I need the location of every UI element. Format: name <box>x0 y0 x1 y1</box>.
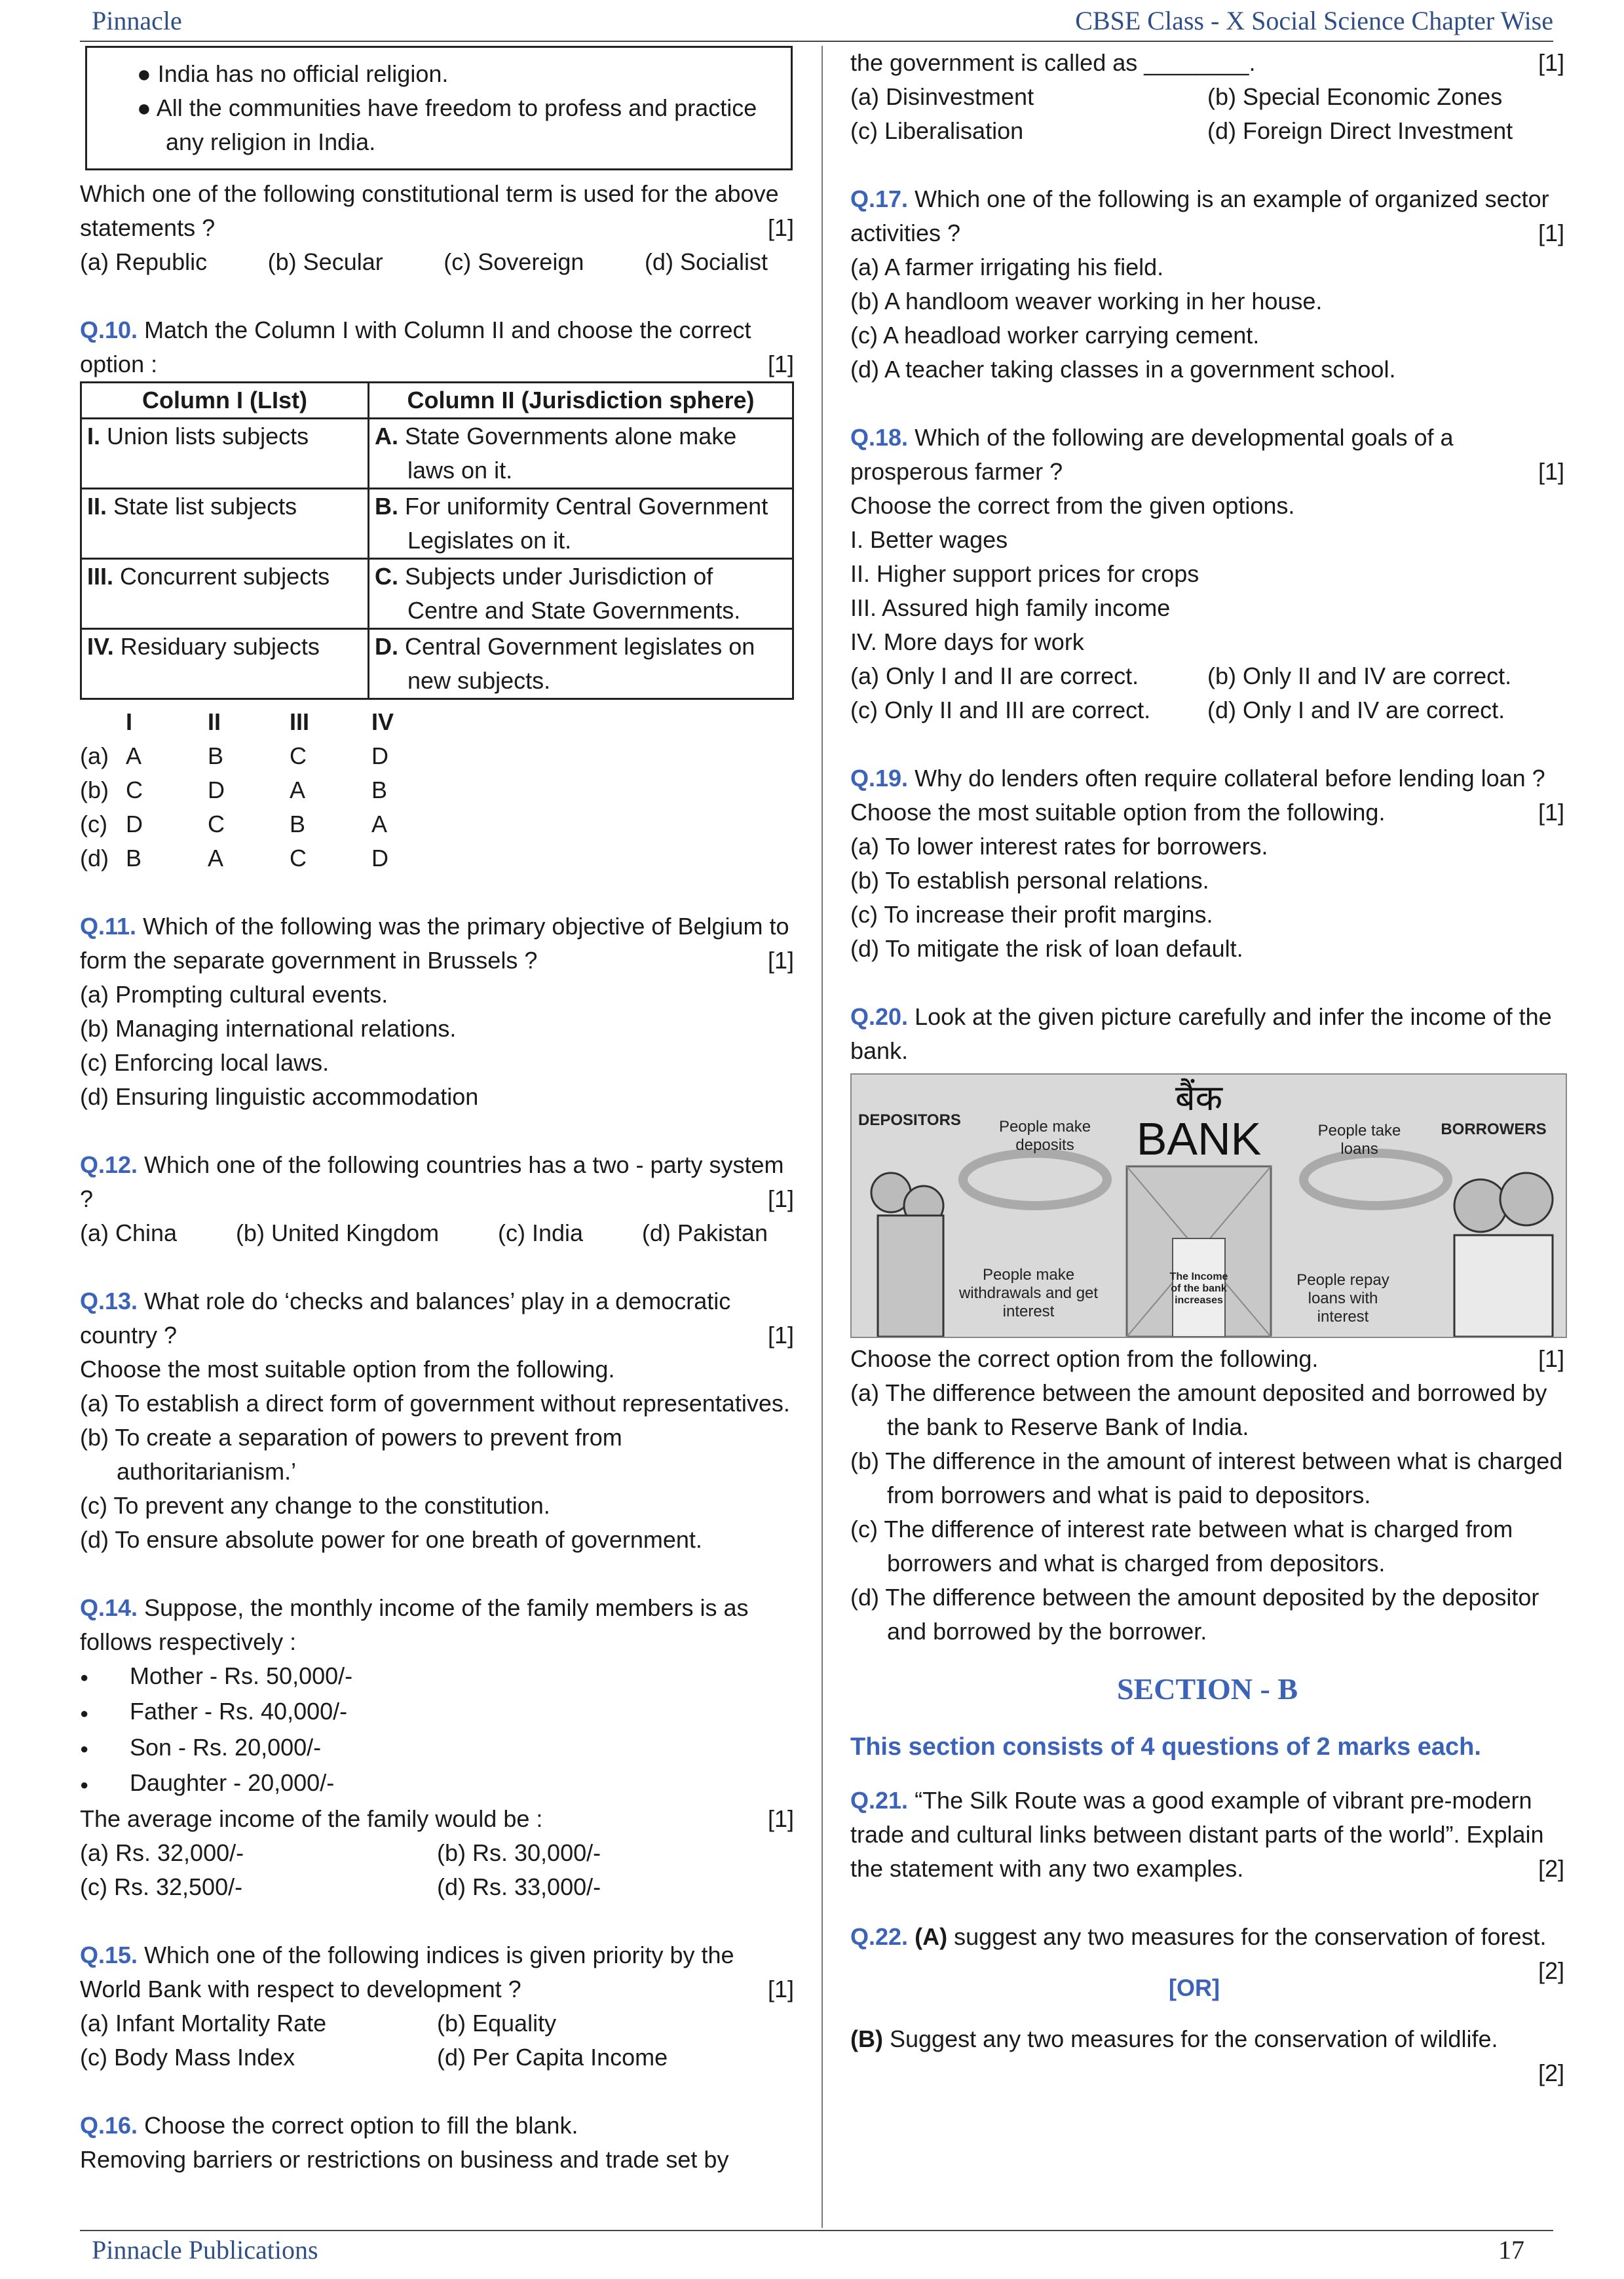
left-column <box>80 46 794 2177</box>
q14-ask: The average income of the family would be : [1] <box>80 1805 794 1832</box>
pic-withdrawals: People make withdrawals and get interest <box>958 1266 1099 1320</box>
q17-option: (d) A teacher taking classes in a government school. <box>850 356 1396 383</box>
q14-item: ● Daughter - 20,000/- <box>80 1766 794 1801</box>
pic-take-loans: People take loans <box>1317 1122 1401 1158</box>
header-title: CBSE Class - X Social Science Chapter Wise <box>1075 6 1553 35</box>
q15-options: (c) Body Mass Index (d) Per Capita Income <box>80 2043 668 2071</box>
q22-text: Q.22. (A) suggest any two measures for the conservation of forest. [2] <box>850 1923 1564 1984</box>
q11-option: (d) Ensuring linguistic accommodation <box>80 1083 479 1110</box>
q16-options: (c) Liberalisation (d) Foreign Direct Investment <box>850 117 1513 144</box>
bank-picture <box>850 1073 1567 1338</box>
code-row: (d) B A C D <box>80 845 388 871</box>
q20-option: (c) The difference of interest rate between what is charged from borrowers and what is charged from depositors. <box>850 1516 1513 1577</box>
match-table <box>80 381 794 700</box>
q17-option: (c) A headload worker carrying cement. <box>850 322 1260 349</box>
match-head-2: Column II (Jurisdiction sphere) <box>369 383 793 419</box>
q18-instruction: Choose the correct from the given options. <box>850 492 1295 519</box>
pic-borrowers: BORROWERS <box>1441 1120 1547 1138</box>
q9-text: Which one of the following constitutional term is used for the above statements ? [1] <box>80 177 794 245</box>
q16-options: (a) Disinvestment (b) Special Economic Zones <box>850 83 1503 110</box>
header-publisher: Pinnacle <box>92 6 182 35</box>
q12-text: Q.12. Which one of the following countries has a two - party system ? [1] <box>80 1151 794 1212</box>
code-row: (a) A B C D <box>80 742 388 769</box>
q22b-text: (B) Suggest any two measures for the conservation of wildlife. <box>850 2025 1498 2052</box>
q13-option: (c) To prevent any change to the constitution. <box>80 1492 550 1519</box>
page-number: 17 <box>1498 2235 1524 2265</box>
match-row: III. Concurrent subjects C. Subjects under Jurisdiction of Centre and State Governments. <box>81 559 793 629</box>
q18-options: (a) Only I and II are correct. (b) Only II and IV are correct. <box>850 662 1512 689</box>
q19-text: Q.19. Why do lenders often require collateral before lending loan ? <box>850 765 1545 792</box>
pic-repay: People repay loans with interest <box>1296 1271 1389 1326</box>
code-row: (b) C D A B <box>80 776 388 803</box>
q19-option: (b) To establish personal relations. <box>850 867 1209 894</box>
q17-text: Q.17. Which one of the following is an example of organized sector activities ? [1] <box>850 185 1564 246</box>
q14-item: ● Father - Rs. 40,000/- <box>80 1695 794 1730</box>
q14-options: (a) Rs. 32,000/- (b) Rs. 30,000/- <box>80 1839 601 1866</box>
q20-text: Q.20. Look at the given picture carefully and infer the income of the bank. <box>850 1003 1552 1064</box>
q20-option: (d) The difference between the amount deposited by the depositor and borrowed by the borrower. <box>850 1584 1539 1645</box>
section-subtitle: This section consists of 4 questions of 2 marks each. <box>850 1733 1481 1761</box>
q18-item: II. Higher support prices for crops <box>850 560 1199 587</box>
statement-box <box>85 46 793 170</box>
q14-item: ● Mother - Rs. 50,000/- <box>80 1659 794 1695</box>
q13-option: (b) To create a separation of powers to prevent from authoritarianism.’ <box>80 1424 622 1485</box>
q15-options: (a) Infant Mortality Rate (b) Equality <box>80 2009 557 2037</box>
q22b-mark: [2] <box>1538 2059 1564 2086</box>
q14-options: (c) Rs. 32,500/- (d) Rs. 33,000/- <box>80 1873 601 1900</box>
q16-text: Q.16. Choose the correct option to fill the blank. <box>80 2111 578 2139</box>
column-divider <box>821 46 823 2228</box>
q11-option: (a) Prompting cultural events. <box>80 981 388 1008</box>
q18-options: (c) Only II and III are correct. (d) Only I and IV are correct. <box>850 697 1505 723</box>
q16-line2: Removing barriers or restrictions on business and trade set by <box>80 2145 729 2173</box>
pic-bank-hindi: बैंक <box>1175 1079 1223 1118</box>
match-codes: I II III IV (a) A B C D (b) C D A B (c) D C B A (d) B A C D <box>80 705 424 875</box>
q9-mark: [1] <box>767 214 794 241</box>
q9-options: (a) Republic (b) Secular (c) Sovereign (d) Socialist <box>80 248 768 275</box>
pic-make-deposits: People make deposits <box>998 1118 1091 1154</box>
right-column <box>850 46 1564 2090</box>
q21-text: Q.21. “The Silk Route was a good example of vibrant pre-modern trade and cultural links between distant parts of the world”. Explain the statement with any two examples. [2] <box>850 1787 1564 1882</box>
q12-options: (a) China (b) United Kingdom (c) India (d) Pakistan <box>80 1219 768 1246</box>
match-row: I. Union lists subjects A. State Governments alone make laws on it. <box>81 419 793 489</box>
q17-option: (a) A farmer irrigating his field. <box>850 254 1164 280</box>
match-row: II. State list subjects B. For uniformity Central Government Legislates on it. <box>81 489 793 559</box>
pic-depositors: DEPOSITORS <box>858 1111 961 1129</box>
footer-rule <box>80 2230 1553 2231</box>
statement-2: ● All the communities have freedom to profess and practice any religion in India. <box>137 94 757 155</box>
pic-income: The Income of the bank increases <box>1169 1271 1228 1306</box>
q13-option: (d) To ensure absolute power for one breath of government. <box>80 1526 702 1553</box>
q19-option: (a) To lower interest rates for borrowers. <box>850 833 1268 860</box>
q18-item: IV. More days for work <box>850 628 1084 655</box>
q13-option: (a) To establish a direct form of government without representatives. <box>80 1390 790 1417</box>
pic-bank: BANK <box>1136 1113 1262 1164</box>
q10-mark: [1] <box>767 351 794 377</box>
q14-item: ● Son - Rs. 20,000/- <box>80 1731 794 1766</box>
q11-option: (b) Managing international relations. <box>80 1015 457 1042</box>
q15-text: Q.15. Which one of the following indices is given priority by the World Bank with respect to development ? [1] <box>80 1941 794 2002</box>
q13-instruction: Choose the most suitable option from the following. <box>80 1356 615 1383</box>
footer-publisher: Pinnacle Publications <box>92 2235 318 2265</box>
q20-instruction: Choose the correct option from the following. [1] <box>850 1345 1564 1372</box>
q16-cont: the government is called as ________. [1] <box>850 49 1564 76</box>
q20-option: (a) The difference between the amount deposited and borrowed by the bank to Reserve Bank of India. <box>850 1379 1547 1440</box>
q17-option: (b) A handloom weaver working in her house. <box>850 288 1323 315</box>
match-row: IV. Residuary subjects D. Central Government legislates on new subjects. <box>81 629 793 699</box>
q18-item: III. Assured high family income <box>850 594 1171 621</box>
q13-text: Q.13. What role do ‘checks and balances’ play in a democratic country ? [1] <box>80 1288 794 1349</box>
q19-option: (d) To mitigate the risk of loan default. <box>850 935 1243 962</box>
statement-1: ● India has no official religion. <box>137 60 449 87</box>
or-separator: [OR] <box>1168 1974 1220 2001</box>
q18-text: Q.18. Which of the following are developmental goals of a prosperous farmer ? [1] <box>850 424 1564 485</box>
q19-option: (c) To increase their profit margins. <box>850 901 1213 928</box>
q19-instruction: Choose the most suitable option from the following. [1] <box>850 799 1564 826</box>
q14-text: Q.14. Suppose, the monthly income of the family members is as follows respectively : <box>80 1594 749 1655</box>
match-head-1: Column I (LIst) <box>81 383 369 419</box>
header-rule <box>80 41 1553 42</box>
q20-option: (b) The difference in the amount of interest between what is charged from borrowers and what is paid to depositors. <box>850 1447 1563 1508</box>
q10-text: Q.10. Match the Column I with Column II and choose the correct option : [1] <box>80 313 794 381</box>
code-row: (c) D C B A <box>80 811 388 837</box>
q11-option: (c) Enforcing local laws. <box>80 1049 330 1076</box>
section-title: SECTION - B <box>1116 1672 1298 1706</box>
q18-item: I. Better wages <box>850 526 1008 553</box>
q11-text: Q.11. Which of the following was the primary objective of Belgium to form the separate government in Brussels ? [1] <box>80 913 794 974</box>
